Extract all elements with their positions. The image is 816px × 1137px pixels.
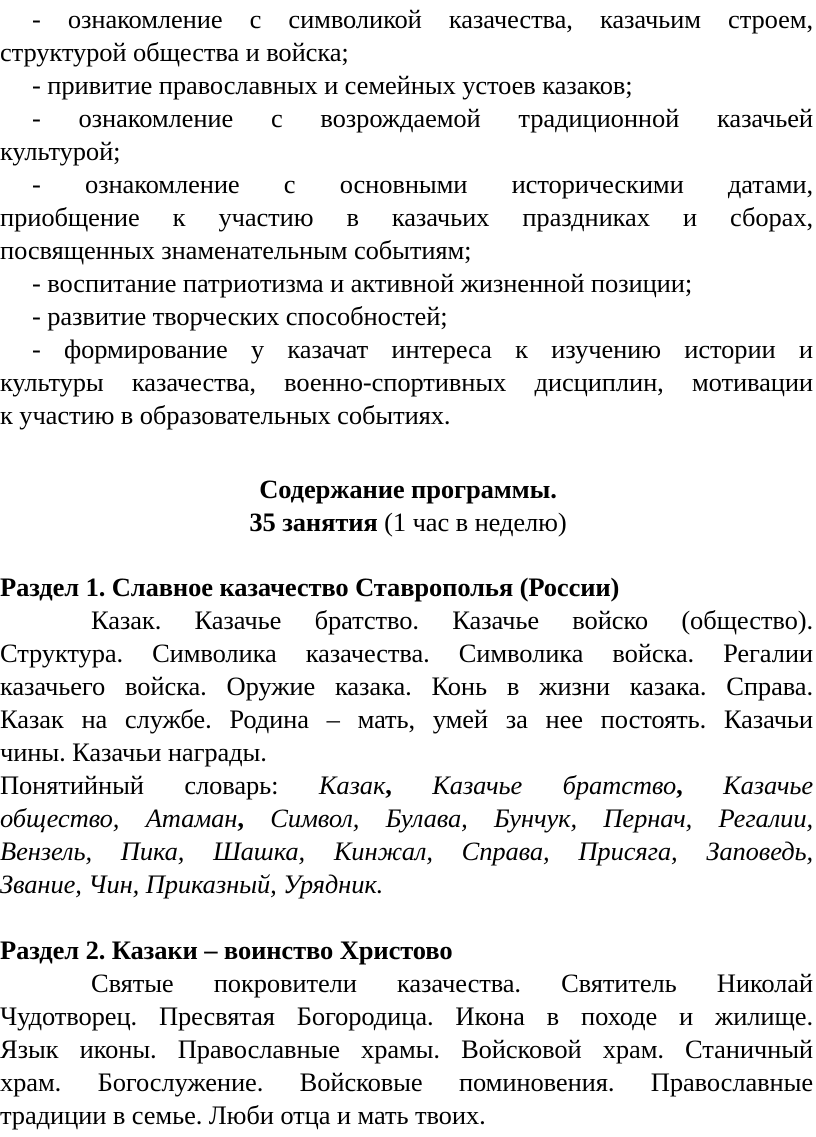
vocabulary-term: общество, Атаман	[0, 803, 238, 833]
section-1-text: Структура. Символика казачества. Символика войска. Регалии	[0, 638, 813, 668]
goal-line: приобщение к участию в казачьих праздниках и сборах,	[0, 202, 813, 232]
section-1-text: казачьего войска. Оружие казака. Конь в жизни казака. Справа.	[0, 671, 813, 701]
vocabulary-term: Казак	[318, 770, 386, 800]
program-title: Содержание программы.	[259, 474, 557, 504]
vocabulary-separator: ,	[676, 770, 683, 800]
lesson-frequency: (1 час в неделю)	[377, 507, 567, 537]
goal-line: культурой;	[0, 136, 121, 166]
vocabulary-line	[0, 802, 813, 835]
goal-line: - привитие православных и семейных устоев казаков;	[32, 70, 633, 100]
section-2-heading: Раздел 2. Казаки – воинство Христово	[0, 935, 453, 965]
section-1-text: Казак на службе. Родина – мать, умей за нее постоять. Казачьи	[0, 704, 813, 734]
section-2-text: храм. Богослужение. Войсковые поминовения. Православные	[0, 1067, 813, 1097]
section-2-text: традиции в семье. Люби отца и мать твоих.	[0, 1100, 486, 1130]
section-1-text: чины. Казачьи награды.	[0, 737, 267, 767]
section-2-text: Чудотворец. Пресвятая Богородица. Икона в походе и жилище.	[0, 1001, 813, 1031]
vocabulary-separator: ,	[385, 770, 392, 800]
section-1-text: Казак. Казачье братство. Казачье войско (общество).	[91, 605, 813, 635]
vocabulary-line: Звание, Чин, Приказный, Урядник.	[0, 869, 384, 899]
goal-line: посвященных знаменательным событиям;	[0, 235, 472, 265]
goal-line: - формирование у казачат интереса к изучению истории и	[32, 334, 813, 364]
goal-line: к участию в образовательных событиях.	[0, 400, 451, 430]
vocabulary-term: Символ, Булава, Бунчук, Пернач, Регалии,	[243, 803, 813, 833]
goal-line: - развитие творческих способностей;	[32, 301, 448, 331]
program-hours	[0, 506, 816, 539]
vocabulary-separator: ,	[237, 803, 244, 833]
vocabulary-line	[0, 769, 813, 802]
goal-line: - ознакомление с основными историческими датами,	[32, 169, 813, 199]
vocabulary-term: Казачье братство	[391, 770, 677, 800]
section-2-text: Язык иконы. Православные храмы. Войсковой храм. Станичный	[0, 1034, 813, 1064]
goal-line: культуры казачества, военно-спортивных дисциплин, мотивации	[0, 367, 813, 397]
goal-line: - воспитание патриотизма и активной жизненной позиции;	[32, 268, 693, 298]
vocabulary-term: Казачье	[682, 770, 813, 800]
goal-line: - ознакомление с символикой казачества, казачьим строем,	[32, 4, 813, 34]
section-1-heading: Раздел 1. Славное казачество Ставрополья (России)	[0, 572, 620, 602]
section-2-text: Святые покровители казачества. Святитель Николай	[91, 968, 813, 998]
lesson-count: 35 занятия	[249, 507, 378, 537]
vocabulary-line: Вензель, Пика, Шашка, Кинжал, Справа, Присяга, Заповедь,	[0, 836, 813, 866]
goal-line: структурой общества и войска;	[0, 37, 349, 67]
goal-line: - ознакомление с возрождаемой традиционной казачьей	[32, 103, 813, 133]
vocabulary-label: Понятийный словарь:	[0, 770, 319, 800]
